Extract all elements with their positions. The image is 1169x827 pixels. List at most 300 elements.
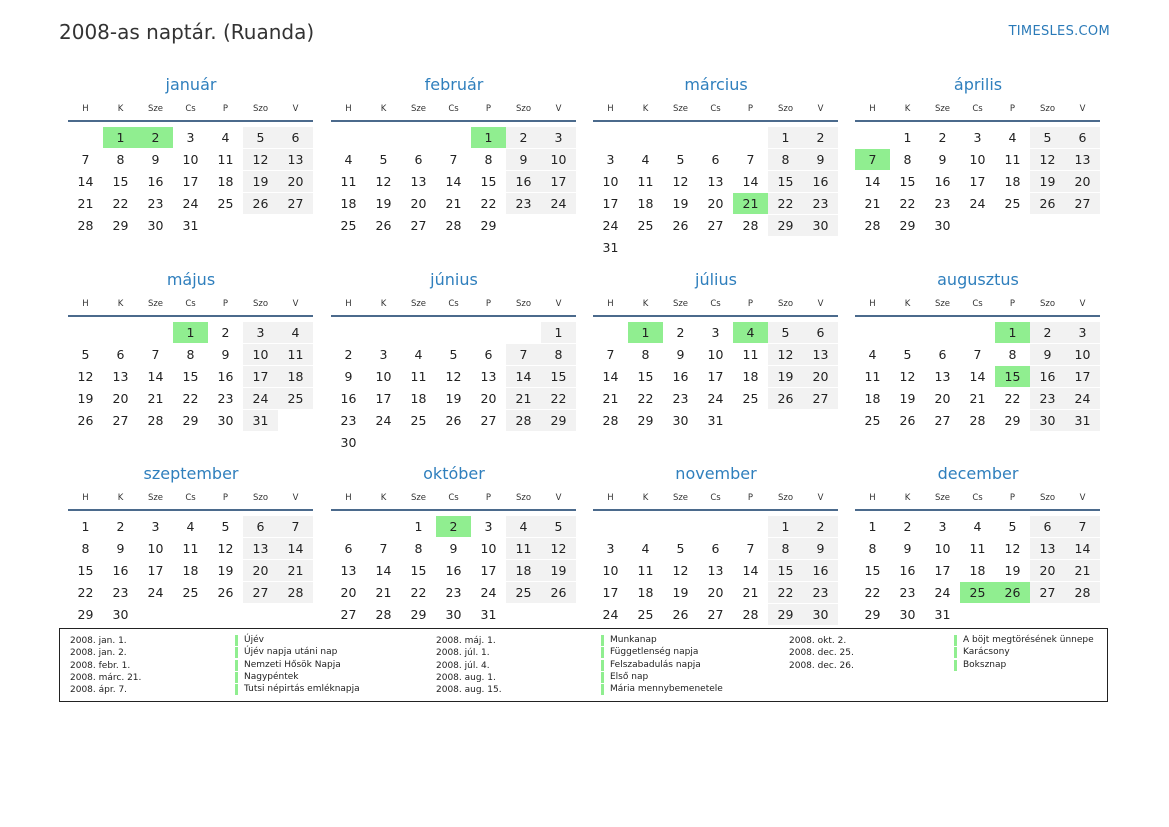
weekday-label: H	[82, 104, 89, 114]
day-cell: 8	[903, 152, 912, 167]
header-rule	[855, 120, 1100, 122]
day-cell: 29	[410, 607, 427, 622]
week-row	[331, 149, 577, 171]
day-cell: 8	[414, 541, 423, 556]
day-cell: 24	[602, 218, 619, 233]
day-cell: 23	[445, 585, 462, 600]
day-cell: 30	[672, 413, 689, 428]
day-cell: 22	[637, 391, 654, 406]
day-cell: 24	[707, 391, 724, 406]
legend-date: 2008. dec. 26.	[789, 660, 854, 671]
day-cell: 21	[506, 388, 541, 409]
day-cell: 4	[641, 152, 650, 167]
weekday-label: Cs	[710, 493, 721, 503]
month-name: május	[166, 270, 216, 289]
weekday-label: H	[82, 299, 89, 309]
empty-cell	[698, 127, 733, 148]
weekday-header	[68, 102, 314, 116]
header-rule	[593, 120, 838, 122]
day-cell: 9	[221, 347, 230, 362]
weekday-label: P	[222, 104, 229, 114]
week-row	[855, 410, 1101, 432]
week-row	[331, 560, 577, 582]
day-cell: 17	[1065, 366, 1100, 387]
day-cell: 26	[768, 388, 803, 409]
week-row	[68, 560, 314, 582]
day-cell: 2	[221, 325, 230, 340]
day-cell: 11	[182, 541, 199, 556]
header-rule	[855, 315, 1100, 317]
day-cell: 27	[410, 218, 427, 233]
legend-date: 2008. márc. 21.	[70, 672, 142, 683]
day-cell: 7	[151, 347, 160, 362]
day-cell: 26	[243, 193, 278, 214]
day-cell: 27	[707, 218, 724, 233]
legend-item	[436, 671, 649, 684]
empty-cell	[68, 322, 103, 343]
day-cell: 25	[182, 585, 199, 600]
empty-cell	[436, 127, 471, 148]
day-cell: 26	[375, 218, 392, 233]
day-cell: 22	[182, 391, 199, 406]
empty-cell	[628, 237, 663, 258]
legend-holiday-name: Karácsony	[954, 647, 1010, 658]
day-cell: 3	[711, 325, 720, 340]
legend-item	[436, 684, 723, 696]
weekday-label: V	[555, 493, 562, 503]
day-cell: 4	[186, 519, 195, 534]
day-cell: 14	[602, 369, 619, 384]
day-cell: 29	[541, 410, 576, 431]
empty-cell	[278, 215, 313, 236]
week-row	[855, 516, 1101, 538]
month-7	[593, 269, 839, 432]
day-cell: 30	[445, 607, 462, 622]
empty-cell	[208, 604, 243, 625]
week-row	[855, 538, 1101, 560]
weekday-label: Sze	[147, 104, 164, 114]
day-cell: 26	[672, 218, 689, 233]
day-cell: 9	[803, 538, 838, 559]
day-cell: 15	[541, 366, 576, 387]
holiday-day-cell: 2	[436, 516, 471, 537]
empty-cell	[803, 410, 838, 431]
month-4	[855, 74, 1101, 237]
weekday-header	[855, 102, 1101, 116]
day-cell: 15	[768, 560, 803, 581]
day-cell: 9	[938, 152, 947, 167]
legend-date: 2008. aug. 15.	[436, 685, 502, 696]
day-cell: 28	[506, 410, 541, 431]
weekday-label: V	[292, 104, 299, 114]
weekday-label: Szo	[777, 104, 794, 114]
empty-cell	[401, 322, 436, 343]
weekday-label: Cs	[185, 493, 196, 503]
day-cell: 27	[278, 193, 313, 214]
day-cell: 27	[1030, 582, 1065, 603]
day-cell: 22	[410, 585, 427, 600]
empty-cell	[436, 322, 471, 343]
day-cell: 7	[973, 347, 982, 362]
day-cell: 21	[742, 585, 759, 600]
day-cell: 22	[1004, 391, 1021, 406]
day-cell: 28	[278, 582, 313, 603]
day-cell: 30	[340, 435, 357, 450]
weekday-header	[593, 102, 839, 116]
day-cell: 8	[641, 347, 650, 362]
legend-holiday-name: Első nap	[601, 672, 648, 683]
day-cell: 1	[768, 516, 803, 537]
weekday-label: P	[747, 493, 754, 503]
month-12	[855, 463, 1101, 626]
header-rule	[331, 509, 576, 511]
day-cell: 13	[112, 369, 129, 384]
legend-date: 2008. ápr. 7.	[70, 685, 128, 696]
week-row	[68, 538, 314, 560]
day-cell: 17	[602, 585, 619, 600]
day-cell: 5	[243, 127, 278, 148]
day-cell: 13	[243, 538, 278, 559]
legend-holiday-name: Tutsi népirtás emléknapja	[235, 684, 360, 695]
day-cell: 24	[243, 388, 278, 409]
site-link[interactable]: TIMESLES.COM	[1008, 24, 1110, 39]
day-cell: 1	[903, 130, 912, 145]
day-cell: 20	[934, 391, 951, 406]
weekday-label: H	[869, 104, 876, 114]
day-cell: 3	[1065, 322, 1100, 343]
day-cell: 29	[768, 215, 803, 236]
day-cell: 30	[899, 607, 916, 622]
empty-cell	[593, 322, 628, 343]
week-row	[68, 388, 314, 410]
day-cell: 20	[1030, 560, 1065, 581]
weekday-label: V	[1079, 493, 1086, 503]
weekday-label: Szo	[252, 104, 269, 114]
weekday-label: Sze	[410, 493, 427, 503]
weekday-header	[593, 491, 839, 505]
week-row	[593, 322, 839, 344]
day-cell: 19	[672, 196, 689, 211]
page-title: 2008-as naptár. (Ruanda)	[59, 20, 315, 44]
day-cell: 31	[934, 607, 951, 622]
day-cell: 28	[147, 413, 164, 428]
week-row	[331, 171, 577, 193]
week-row	[593, 193, 839, 215]
day-cell: 28	[602, 413, 619, 428]
day-cell: 30	[112, 607, 129, 622]
month-name: szeptember	[143, 464, 239, 483]
day-cell: 27	[803, 388, 838, 409]
weekday-label: H	[82, 493, 89, 503]
day-cell: 11	[278, 344, 313, 365]
day-cell: 5	[541, 516, 576, 537]
legend-holiday-name: Függetlenség napja	[601, 647, 698, 658]
weekday-label: Szo	[1039, 299, 1056, 309]
day-cell: 30	[803, 604, 838, 625]
day-cell: 2	[676, 325, 685, 340]
day-cell: 1	[81, 519, 90, 534]
empty-cell	[173, 604, 208, 625]
weekday-label: Szo	[515, 493, 532, 503]
day-cell: 12	[1004, 541, 1021, 556]
day-cell: 12	[77, 369, 94, 384]
empty-cell	[506, 432, 541, 453]
day-cell: 28	[742, 218, 759, 233]
day-cell: 26	[77, 413, 94, 428]
week-row	[593, 366, 839, 388]
weekday-label: Szo	[777, 493, 794, 503]
day-cell: 27	[707, 607, 724, 622]
day-cell: 23	[1030, 388, 1065, 409]
day-cell: 12	[375, 174, 392, 189]
legend-date: 2008. jan. 1.	[70, 636, 127, 646]
empty-cell	[103, 322, 138, 343]
header-rule	[855, 509, 1100, 511]
day-cell: 8	[484, 152, 493, 167]
empty-cell	[803, 237, 838, 258]
empty-cell	[278, 410, 313, 431]
day-cell: 21	[445, 196, 462, 211]
empty-cell	[925, 322, 960, 343]
legend-date: 2008. júl. 1.	[436, 648, 490, 659]
empty-cell	[1030, 604, 1065, 625]
day-cell: 14	[445, 174, 462, 189]
day-cell: 17	[480, 563, 497, 578]
day-cell: 22	[899, 196, 916, 211]
empty-cell	[1030, 215, 1065, 236]
day-cell: 25	[340, 218, 357, 233]
weekday-label: K	[117, 104, 124, 114]
day-cell: 2	[803, 516, 838, 537]
day-cell: 28	[375, 607, 392, 622]
day-cell: 30	[934, 218, 951, 233]
day-cell: 8	[186, 347, 195, 362]
weekday-label: H	[869, 299, 876, 309]
month-2	[331, 74, 577, 237]
day-cell: 9	[803, 149, 838, 170]
week-row	[331, 410, 577, 432]
day-cell: 19	[445, 391, 462, 406]
legend-date: 2008. máj. 1.	[436, 636, 496, 646]
day-cell: 19	[77, 391, 94, 406]
day-cell: 3	[541, 127, 576, 148]
day-cell: 15	[637, 369, 654, 384]
day-cell: 10	[480, 541, 497, 556]
empty-cell	[208, 215, 243, 236]
day-cell: 12	[445, 369, 462, 384]
day-cell: 9	[506, 149, 541, 170]
day-cell: 11	[969, 541, 986, 556]
day-cell: 25	[278, 388, 313, 409]
weekday-label: H	[345, 104, 352, 114]
day-cell: 13	[1030, 538, 1065, 559]
week-row	[593, 215, 839, 237]
empty-cell	[243, 215, 278, 236]
day-cell: 13	[410, 174, 427, 189]
weekday-label: Sze	[147, 493, 164, 503]
day-cell: 15	[77, 563, 94, 578]
day-cell: 13	[803, 344, 838, 365]
day-cell: 18	[410, 391, 427, 406]
day-cell: 17	[707, 369, 724, 384]
day-cell: 15	[864, 563, 881, 578]
empty-cell	[366, 432, 401, 453]
week-row	[68, 215, 314, 237]
weekday-label: V	[292, 299, 299, 309]
day-cell: 23	[803, 193, 838, 214]
empty-cell	[436, 432, 471, 453]
empty-cell	[733, 127, 768, 148]
day-cell: 13	[340, 563, 357, 578]
day-cell: 24	[375, 413, 392, 428]
weekday-label: K	[380, 493, 387, 503]
day-cell: 8	[541, 344, 576, 365]
legend-holiday-name: Munkanap	[601, 635, 657, 646]
day-cell: 10	[969, 152, 986, 167]
day-cell: 10	[934, 541, 951, 556]
day-cell: 29	[768, 604, 803, 625]
day-cell: 12	[768, 344, 803, 365]
legend-date: 2008. jan. 2.	[70, 648, 127, 659]
week-row	[593, 127, 839, 149]
day-cell: 11	[506, 538, 541, 559]
legend-item	[789, 659, 1007, 672]
day-cell: 8	[768, 149, 803, 170]
empty-cell	[698, 237, 733, 258]
weekday-label: H	[607, 493, 614, 503]
day-cell: 16	[147, 174, 164, 189]
empty-cell	[733, 237, 768, 258]
day-cell: 6	[711, 541, 720, 556]
week-row	[593, 604, 839, 626]
week-row	[593, 410, 839, 432]
empty-cell	[506, 215, 541, 236]
empty-cell	[68, 127, 103, 148]
day-cell: 3	[938, 519, 947, 534]
week-row	[68, 516, 314, 538]
legend-item	[436, 659, 701, 672]
header-rule	[593, 509, 838, 511]
day-cell: 5	[379, 152, 388, 167]
week-row	[593, 237, 839, 259]
day-cell: 17	[243, 366, 278, 387]
month-9	[68, 463, 314, 626]
day-cell: 30	[1030, 410, 1065, 431]
day-cell: 1	[541, 322, 576, 343]
empty-cell	[733, 516, 768, 537]
legend-holiday-name: Felszabadulás napja	[601, 660, 701, 671]
empty-cell	[663, 237, 698, 258]
empty-cell	[541, 604, 576, 625]
day-cell: 9	[903, 541, 912, 556]
day-cell: 16	[217, 369, 234, 384]
month-name: október	[423, 464, 485, 483]
day-cell: 19	[1030, 171, 1065, 192]
holiday-day-cell: 1	[995, 322, 1030, 343]
day-cell: 26	[899, 413, 916, 428]
weekday-label: V	[817, 299, 824, 309]
legend-date: 2008. febr. 1.	[70, 660, 131, 671]
weekday-label: V	[817, 104, 824, 114]
week-row	[68, 604, 314, 626]
legend-item	[789, 635, 1094, 647]
weekday-label: H	[869, 493, 876, 503]
day-cell: 30	[147, 218, 164, 233]
week-row	[331, 127, 577, 149]
week-row	[331, 388, 577, 410]
day-cell: 19	[768, 366, 803, 387]
weekday-label: Szo	[1039, 493, 1056, 503]
day-cell: 15	[480, 174, 497, 189]
week-row	[855, 322, 1101, 344]
weekday-label: Cs	[972, 493, 983, 503]
day-cell: 20	[707, 196, 724, 211]
weekday-header	[331, 491, 577, 505]
week-row	[855, 604, 1101, 626]
day-cell: 5	[903, 347, 912, 362]
weekday-label: Cs	[710, 104, 721, 114]
weekday-label: P	[485, 299, 492, 309]
day-cell: 4	[1008, 130, 1017, 145]
empty-cell	[593, 516, 628, 537]
header-rule	[331, 315, 576, 317]
day-cell: 8	[768, 538, 803, 559]
day-cell: 7	[379, 541, 388, 556]
day-cell: 28	[1065, 582, 1100, 603]
legend-holiday-name: Nagypéntek	[235, 672, 299, 683]
day-cell: 29	[864, 607, 881, 622]
month-name: március	[684, 75, 748, 94]
day-cell: 10	[541, 149, 576, 170]
day-cell: 29	[1004, 413, 1021, 428]
legend-date: 2008. okt. 2.	[789, 636, 847, 646]
day-cell: 9	[449, 541, 458, 556]
day-cell: 1	[868, 519, 877, 534]
holiday-day-cell: 4	[733, 322, 768, 343]
empty-cell	[733, 410, 768, 431]
day-cell: 20	[803, 366, 838, 387]
weekday-header	[855, 297, 1101, 311]
week-row	[331, 366, 577, 388]
holiday-day-cell: 1	[471, 127, 506, 148]
weekday-label: Sze	[410, 104, 427, 114]
empty-cell	[506, 322, 541, 343]
weekday-label: Cs	[448, 493, 459, 503]
day-cell: 24	[147, 585, 164, 600]
header-rule	[331, 120, 576, 122]
legend-holiday-name: Boksznap	[954, 660, 1006, 671]
week-row	[331, 538, 577, 560]
empty-cell	[698, 516, 733, 537]
day-cell: 16	[803, 171, 838, 192]
day-cell: 2	[803, 127, 838, 148]
empty-cell	[331, 127, 366, 148]
weekday-label: V	[292, 493, 299, 503]
empty-cell	[768, 237, 803, 258]
day-cell: 18	[637, 585, 654, 600]
day-cell: 18	[340, 196, 357, 211]
day-cell: 23	[672, 391, 689, 406]
weekday-label: P	[747, 104, 754, 114]
day-cell: 19	[243, 171, 278, 192]
day-cell: 23	[217, 391, 234, 406]
week-row	[68, 171, 314, 193]
weekday-label: K	[642, 493, 649, 503]
day-cell: 9	[1030, 344, 1065, 365]
day-cell: 5	[449, 347, 458, 362]
legend-holiday-name: Nemzeti Hősök Napja	[235, 660, 341, 671]
day-cell: 15	[768, 171, 803, 192]
